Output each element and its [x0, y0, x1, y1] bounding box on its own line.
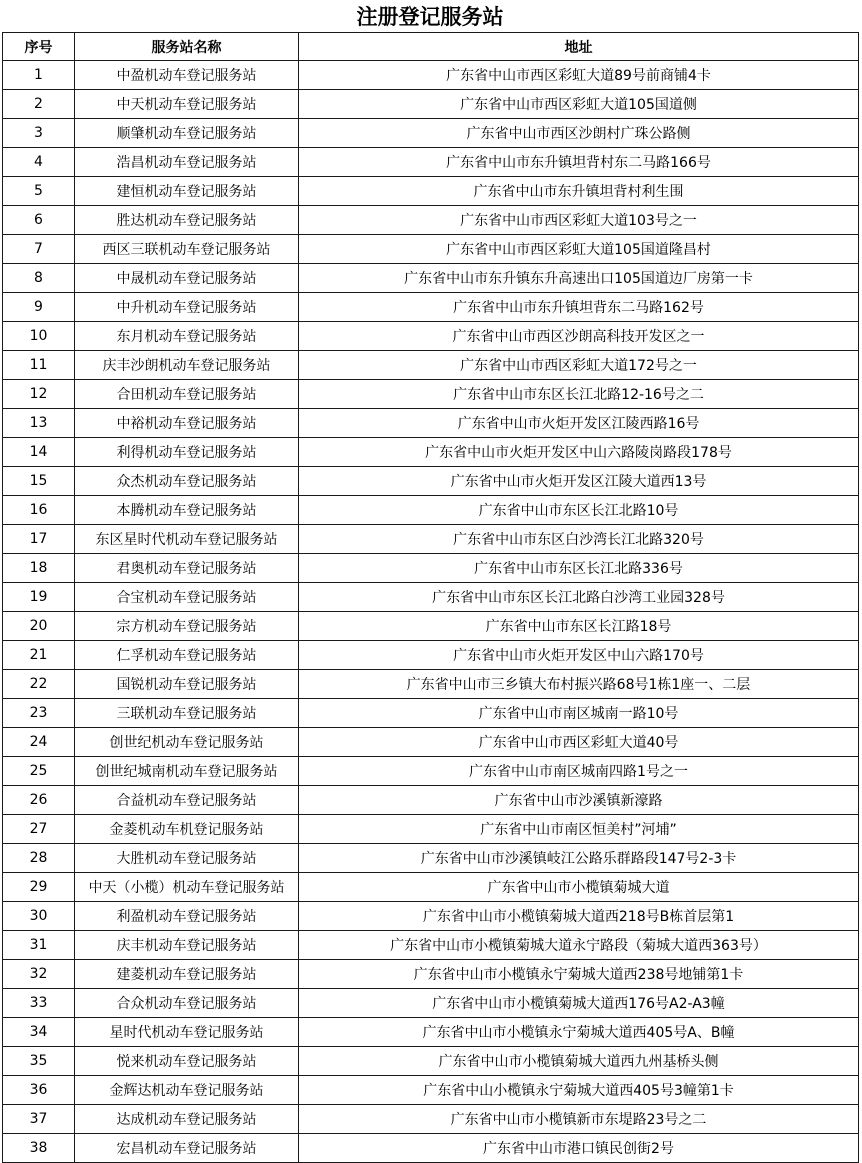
row-number-cell: 17 [3, 525, 75, 554]
address-cell: 广东省中山市东升镇东升高速出口105国道边厂房第一卡 [299, 264, 859, 293]
station-name-cell: 东区星时代机动车登记服务站 [75, 525, 299, 554]
address-cell: 广东省中山市西区彩虹大道105国道侧 [299, 90, 859, 119]
row-number-cell: 27 [3, 815, 75, 844]
row-number-cell: 21 [3, 641, 75, 670]
address-cell: 广东省中山市小榄镇菊城大道西九州基桥头侧 [299, 1047, 859, 1076]
row-number-cell: 2 [3, 90, 75, 119]
station-name-cell: 庆丰沙朗机动车登记服务站 [75, 351, 299, 380]
row-number-cell: 37 [3, 1105, 75, 1134]
row-number-cell: 20 [3, 612, 75, 641]
column-header-no: 序号 [3, 33, 75, 61]
station-name-cell: 庆丰机动车登记服务站 [75, 931, 299, 960]
row-number-cell: 8 [3, 264, 75, 293]
station-name-cell: 合宝机动车登记服务站 [75, 583, 299, 612]
table-row [3, 1047, 859, 1076]
table-row [3, 293, 859, 322]
table-row [3, 264, 859, 293]
address-cell: 广东省中山市西区彩虹大道40号 [299, 728, 859, 757]
station-name-cell: 国锐机动车登记服务站 [75, 670, 299, 699]
station-name-cell: 宏昌机动车登记服务站 [75, 1134, 299, 1163]
table-row [3, 235, 859, 264]
table-row [3, 206, 859, 235]
address-cell: 广东省中山市沙溪镇新濠路 [299, 786, 859, 815]
table-row [3, 177, 859, 206]
table-row [3, 699, 859, 728]
row-number-cell: 1 [3, 61, 75, 90]
station-name-cell: 创世纪机动车登记服务站 [75, 728, 299, 757]
row-number-cell: 38 [3, 1134, 75, 1163]
row-number-cell: 22 [3, 670, 75, 699]
address-cell: 广东省中山市小榄镇菊城大道永宁路段（菊城大道西363号） [299, 931, 859, 960]
address-cell: 广东省中山市东升镇坦背村东二马路166号 [299, 148, 859, 177]
address-cell: 广东省中山市西区彩虹大道105国道隆昌村 [299, 235, 859, 264]
station-name-cell: 达成机动车登记服务站 [75, 1105, 299, 1134]
row-number-cell: 35 [3, 1047, 75, 1076]
station-name-cell: 中盈机动车登记服务站 [75, 61, 299, 90]
row-number-cell: 7 [3, 235, 75, 264]
address-cell: 广东省中山市港口镇民创街2号 [299, 1134, 859, 1163]
address-cell: 广东省中山市西区沙朗高科技开发区之一 [299, 322, 859, 351]
station-name-cell: 利得机动车登记服务站 [75, 438, 299, 467]
table-row [3, 815, 859, 844]
row-number-cell: 29 [3, 873, 75, 902]
table-row [3, 496, 859, 525]
column-header-address: 地址 [299, 33, 859, 61]
row-number-cell: 6 [3, 206, 75, 235]
table-row [3, 902, 859, 931]
row-number-cell: 34 [3, 1018, 75, 1047]
station-name-cell: 本腾机动车登记服务站 [75, 496, 299, 525]
station-name-cell: 建菱机动车登记服务站 [75, 960, 299, 989]
table-row [3, 119, 859, 148]
address-cell: 广东省中山市西区彩虹大道172号之一 [299, 351, 859, 380]
table-row [3, 670, 859, 699]
address-cell: 广东省中山市西区彩虹大道103号之一 [299, 206, 859, 235]
station-name-cell: 仁孚机动车登记服务站 [75, 641, 299, 670]
table-row [3, 380, 859, 409]
table-row [3, 728, 859, 757]
table-row [3, 525, 859, 554]
row-number-cell: 12 [3, 380, 75, 409]
row-number-cell: 32 [3, 960, 75, 989]
station-name-cell: 金辉达机动车登记服务站 [75, 1076, 299, 1105]
row-number-cell: 3 [3, 119, 75, 148]
table-row [3, 844, 859, 873]
station-name-cell: 中天机动车登记服务站 [75, 90, 299, 119]
address-cell: 广东省中山市小榄镇永宁菊城大道西405号A、B幢 [299, 1018, 859, 1047]
station-name-cell: 大胜机动车登记服务站 [75, 844, 299, 873]
table-row [3, 786, 859, 815]
table-row [3, 583, 859, 612]
row-number-cell: 30 [3, 902, 75, 931]
station-name-cell: 悦来机动车登记服务站 [75, 1047, 299, 1076]
row-number-cell: 23 [3, 699, 75, 728]
address-cell: 广东省中山市东区长江北路336号 [299, 554, 859, 583]
row-number-cell: 33 [3, 989, 75, 1018]
row-number-cell: 25 [3, 757, 75, 786]
row-number-cell: 9 [3, 293, 75, 322]
address-cell: 广东省中山市小榄镇菊城大道西218号B栋首层第1 [299, 902, 859, 931]
row-number-cell: 24 [3, 728, 75, 757]
address-cell: 广东省中山市东区长江北路12-16号之二 [299, 380, 859, 409]
address-cell: 广东省中山市小榄镇菊城大道 [299, 873, 859, 902]
table-row [3, 1018, 859, 1047]
station-name-cell: 创世纪城南机动车登记服务站 [75, 757, 299, 786]
address-cell: 广东省中山市三乡镇大布村振兴路68号1栋1座一、二层 [299, 670, 859, 699]
table-row [3, 90, 859, 119]
station-name-cell: 中裕机动车登记服务站 [75, 409, 299, 438]
address-cell: 广东省中山市东升镇坦背村利生围 [299, 177, 859, 206]
station-table [2, 32, 859, 1163]
table-row [3, 873, 859, 902]
table-row [3, 61, 859, 90]
sheet-title: 注册登记服务站 [356, 4, 504, 29]
table-row [3, 757, 859, 786]
table-row [3, 322, 859, 351]
table-row [3, 612, 859, 641]
address-cell: 广东省中山市西区沙朗村广珠公路侧 [299, 119, 859, 148]
header-row [3, 33, 859, 61]
table-row [3, 148, 859, 177]
table-row [3, 467, 859, 496]
table-row [3, 438, 859, 467]
table-row [3, 989, 859, 1018]
address-cell: 广东省中山市沙溪镇岐江公路乐群路段147号2-3卡 [299, 844, 859, 873]
table-row [3, 409, 859, 438]
address-cell: 广东省中山市火炬开发区江陵西路16号 [299, 409, 859, 438]
address-cell: 广东省中山市南区恒美村”河埔” [299, 815, 859, 844]
address-cell: 广东省中山小榄镇永宁菊城大道西405号3幢第1卡 [299, 1076, 859, 1105]
table-row [3, 960, 859, 989]
table-row [3, 1134, 859, 1163]
address-cell: 广东省中山市火炬开发区中山六路170号 [299, 641, 859, 670]
row-number-cell: 16 [3, 496, 75, 525]
table-row [3, 931, 859, 960]
address-cell: 广东省中山市东区长江路18号 [299, 612, 859, 641]
table-row [3, 1076, 859, 1105]
address-cell: 广东省中山市西区彩虹大道89号前商铺4卡 [299, 61, 859, 90]
station-name-cell: 胜达机动车登记服务站 [75, 206, 299, 235]
row-number-cell: 11 [3, 351, 75, 380]
address-cell: 广东省中山市小榄镇永宁菊城大道西238号地铺第1卡 [299, 960, 859, 989]
table-row [3, 351, 859, 380]
row-number-cell: 5 [3, 177, 75, 206]
address-cell: 广东省中山市小榄镇菊城大道西176号A2-A3幢 [299, 989, 859, 1018]
station-name-cell: 中天（小榄）机动车登记服务站 [75, 873, 299, 902]
address-cell: 广东省中山市东升镇坦背东二马路162号 [299, 293, 859, 322]
station-name-cell: 中晟机动车登记服务站 [75, 264, 299, 293]
row-number-cell: 14 [3, 438, 75, 467]
row-number-cell: 28 [3, 844, 75, 873]
row-number-cell: 4 [3, 148, 75, 177]
column-header-name: 服务站名称 [75, 33, 299, 61]
address-cell: 广东省中山市东区长江北路白沙湾工业园328号 [299, 583, 859, 612]
station-name-cell: 西区三联机动车登记服务站 [75, 235, 299, 264]
address-cell: 广东省中山市火炬开发区江陵大道西13号 [299, 467, 859, 496]
address-cell: 广东省中山市南区城南四路1号之一 [299, 757, 859, 786]
station-name-cell: 合田机动车登记服务站 [75, 380, 299, 409]
address-cell: 广东省中山市小榄镇新市东堤路23号之二 [299, 1105, 859, 1134]
row-number-cell: 10 [3, 322, 75, 351]
row-number-cell: 15 [3, 467, 75, 496]
station-name-cell: 金菱机动车机登记服务站 [75, 815, 299, 844]
row-number-cell: 13 [3, 409, 75, 438]
address-cell: 广东省中山市东区长江北路10号 [299, 496, 859, 525]
station-name-cell: 宗方机动车登记服务站 [75, 612, 299, 641]
address-cell: 广东省中山市南区城南一路10号 [299, 699, 859, 728]
station-name-cell: 众杰机动车登记服务站 [75, 467, 299, 496]
row-number-cell: 19 [3, 583, 75, 612]
row-number-cell: 36 [3, 1076, 75, 1105]
table-row [3, 1105, 859, 1134]
station-name-cell: 顺肇机动车登记服务站 [75, 119, 299, 148]
row-number-cell: 26 [3, 786, 75, 815]
table-row [3, 554, 859, 583]
address-cell: 广东省中山市东区白沙湾长江北路320号 [299, 525, 859, 554]
station-name-cell: 利盈机动车登记服务站 [75, 902, 299, 931]
table-row [3, 641, 859, 670]
station-name-cell: 三联机动车登记服务站 [75, 699, 299, 728]
row-number-cell: 31 [3, 931, 75, 960]
row-number-cell: 18 [3, 554, 75, 583]
station-name-cell: 建恒机动车登记服务站 [75, 177, 299, 206]
station-name-cell: 浩昌机动车登记服务站 [75, 148, 299, 177]
station-name-cell: 君奥机动车登记服务站 [75, 554, 299, 583]
station-name-cell: 合益机动车登记服务站 [75, 786, 299, 815]
station-name-cell: 星时代机动车登记服务站 [75, 1018, 299, 1047]
address-cell: 广东省中山市火炬开发区中山六路陵岗路段178号 [299, 438, 859, 467]
station-name-cell: 东月机动车登记服务站 [75, 322, 299, 351]
station-name-cell: 合众机动车登记服务站 [75, 989, 299, 1018]
station-name-cell: 中升机动车登记服务站 [75, 293, 299, 322]
